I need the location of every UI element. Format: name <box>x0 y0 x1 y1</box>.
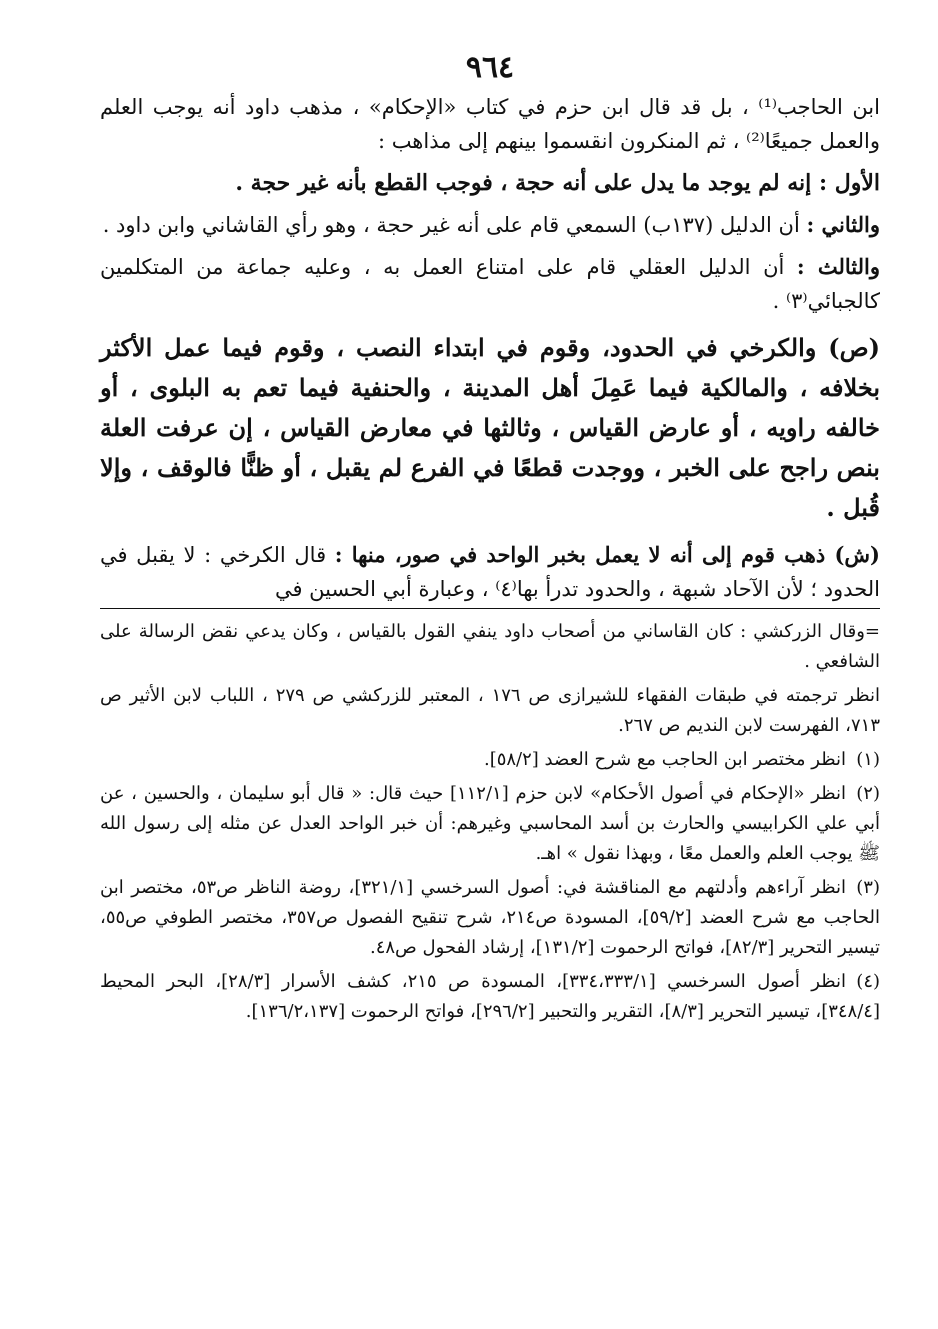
opinion-text: أن الدليل العقلي قام على امتناع العمل به ، وعليه جماعة من المتكلمين كالجبائي⁽٣⁾ . <box>100 255 880 313</box>
footnote-text: انظر «الإحكام في أصول الأحكام» لابن حزم [١١٢/١] حيث قال: « قال أبو سليمان ، والحسين ، عن أبي علي الكرابيسي والحارث بن أسد المحاسبي وغيرهم: أن خبر الواحد العدل عن مثله إلى رسول الله ﷺ يوجب العلم والعمل معًا ، وبهذا نقول » اهـ. <box>100 783 880 864</box>
sharh-paragraph <box>100 538 880 606</box>
page-number: ٩٦٤ <box>465 50 515 85</box>
footnote-2 <box>100 779 880 869</box>
footnote-4 <box>100 967 880 1027</box>
sharh-lead: (ش) ذهب قوم إلى أنه لا يعمل بخبر الواحد في صور، منها : <box>334 542 880 567</box>
footnote-number: (٢) <box>856 783 880 804</box>
opinion-first <box>100 166 880 200</box>
footnote-divider <box>100 608 880 609</box>
sharh-text: قال الكرخي : لا يقبل في الحدود ؛ لأن الآحاد شبهة ، والحدود تدرأ بها⁽٤⁾ ، وعبارة أبي الحسين في <box>100 543 880 601</box>
opinion-third <box>100 250 880 318</box>
footnote-number: (٤) <box>856 971 881 992</box>
footnote-text: انظر آراءهم وأدلتهم مع المناقشة في: أصول السرخسي [٣٢١/١]، روضة الناظر ص٥٣، مختصر ابن الحاجب مع شرح العضد [٥٩/٢]، المسودة ص٢١٤، شرح تنقيح الفصول ص٣٥٧، مختصر الطوفي ص٥٥، تيسير التحرير [٨٢/٣]، فواتح الرحموت [١٣١/٢]، إرشاد الفحول ص٤٨. <box>100 877 881 958</box>
footnote-text: انظر أصول السرخسي [٣٣٤،٣٣٣/١]، المسودة ص ٢١٥، كشف الأسرار [٢٨/٣]، البحر المحيط [٣٤٨/٤]، تيسير التحرير [٨/٣]، التقرير والتحبير [٢٩٦/٢]، فواتح الرحموت [١٣٦/٢،١٣٧]. <box>100 971 880 1022</box>
matn-paragraph: (ص) والكرخي في الحدود، وقوم في ابتداء النصب ، وقوم فيما عمل الأكثر بخلافه ، والمالكية فيما عَمِلَ أهل المدينة ، والحنفية فيما تعم به البلوى ، أو خالفه راويه ، أو عارض القياس ، وثالثها في معارض القياس ، إن عرفت العلة بنص راجح على الخبر ، ووجدت قطعًا في الفرع لم يقبل ، أو ظنًّا فالوقف ، وإلا قُبل . <box>100 333 880 522</box>
opinion-lead: والثالث : <box>796 254 880 279</box>
footnote-text: انظر مختصر ابن الحاجب مع شرح العضد [٥٨/٢]. <box>483 749 846 770</box>
opinion-text: إنه لم يوجد ما يدل على أنه حجة ، فوجب القطع بأنه غير حجة . <box>235 170 819 196</box>
footnote-continuation: =وقال الزركشي : كان القاساني من أصحاب داود ينفي القول بالقياس ، وكان يدعي نقض الرسالة على الشافعي . <box>100 621 880 672</box>
footnote-1 <box>100 745 880 775</box>
footnote-3 <box>100 873 880 963</box>
opinion-second <box>100 208 880 242</box>
document-page <box>100 50 880 1031</box>
opinion-text: أن الدليل (١٣٧ب) السمعي قام على أنه غير حجة ، وهو رأي القاشاني وابن داود . <box>102 213 807 237</box>
opinion-lead: والثاني : <box>806 212 880 237</box>
opinion-lead: الأول : <box>818 170 880 196</box>
footnote-number: (١) <box>856 749 880 770</box>
footnote-number: (٣) <box>856 877 880 898</box>
footnote-continuation: انظر ترجمته في طبقات الفقهاء للشيرازى ص ١٧٦ ، المعتبر للزركشي ص ٢٧٩ ، اللباب لابن الأثير ص ٧١٣، الفهرست لابن النديم ص ٢٦٧. <box>100 685 880 736</box>
intro-paragraph: ابن الحاجب⁽¹⁾ ، بل قد قال ابن حزم في كتاب «الإحكام» ، مذهب داود أنه يوجب العلم والعمل جميعًا⁽²⁾ ، ثم المنكرون انقسموا بينهم إلى مذاهب : <box>100 95 880 153</box>
